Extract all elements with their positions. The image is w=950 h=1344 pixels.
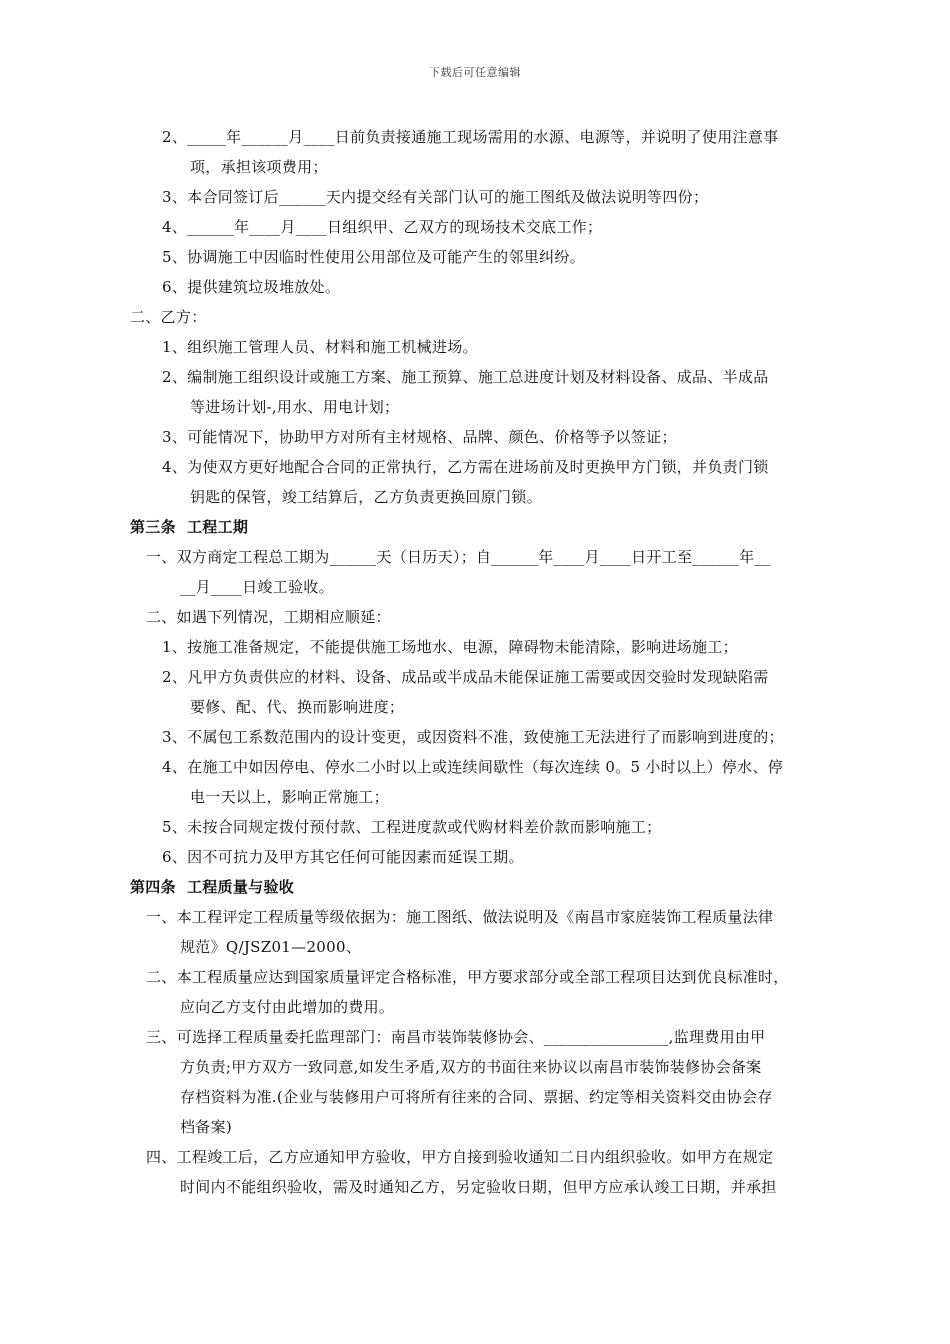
text-line: 方负责;甲方双方一致同意,如发生矛盾,双方的书面往来协议以南昌市装饰装修协会备案 — [180, 1058, 762, 1076]
subsection-label: 二、乙方： — [130, 308, 207, 326]
section-heading: 第四条 工程质量与验收 — [130, 878, 295, 896]
text-line: 6、提供建筑垃圾堆放处。 — [162, 278, 341, 296]
text-line: 4、在施工中如因停电、停水二小时以上或连续间歇性（每次连续 0。5 小时以上）停水、停 — [162, 758, 784, 776]
text-line: 3、可能情况下，协助甲方对所有主材规格、品牌、颜色、价格等予以签证； — [162, 428, 677, 446]
text-line: 时间内不能组织验收，需及时通知乙方，另定验收日期，但甲方应承认竣工日期，并承担 — [180, 1178, 777, 1196]
text-line: __月____日竣工验收。 — [180, 578, 334, 596]
document-body — [0, 122, 950, 1202]
text-line: 5、协调施工中因临时性使用公用部位及可能产生的邻里纠纷。 — [162, 248, 585, 266]
text-line: 等进场计划-,用水、用电计划； — [190, 398, 400, 416]
text-line: 4、______年____月____日组织甲、乙双方的现场技术交底工作； — [162, 218, 603, 236]
text-line: 档备案) — [180, 1118, 233, 1136]
text-line: 6、因不可抗力及甲方其它任何可能因素而延误工期。 — [162, 848, 524, 866]
text-line: 存档资料为准.(企业与装修用户可将所有往来的合同、票据、约定等相关资料交由协会存 — [180, 1088, 773, 1106]
text-line: 1、按施工准备规定，不能提供施工场地水、电源，障碍物未能清除，影响进场施工； — [162, 638, 738, 656]
text-line: 一、双方商定工程总工期为______天（日历天）；自______年____月____日开工至______年__ — [146, 548, 771, 566]
text-line: 1、组织施工管理人员、材料和施工机械进场。 — [162, 338, 478, 356]
text-line: 规范》Q/JSZ01—2000、 — [180, 938, 362, 956]
text-line: 应向乙方支付由此增加的费用。 — [180, 998, 395, 1016]
text-line: 一、本工程评定工程质量等级依据为：施工图纸、做法说明及《南昌市家庭装饰工程质量法律 — [146, 908, 774, 926]
text-line: 二、本工程质量应达到国家质量评定合格标准，甲方要求部分或全部工程项目达到优良标准时， — [146, 968, 789, 986]
text-line: 3、不属包工系数范围内的设计变更，或因资料不准，致使施工无法进行了而影响到进度的； — [162, 728, 784, 746]
text-line: 项，承担该项费用； — [190, 158, 328, 176]
text-line: 电一天以上，影响正常施工； — [190, 788, 389, 806]
text-line: 四、工程竣工后，乙方应通知甲方验收，甲方自接到验收通知二日内组织验收。如甲方在规定 — [146, 1148, 774, 1166]
text-line: 2、凡甲方负责供应的材料、设备、成品或半成品未能保证施工需要或因交验时发现缺陷需 — [162, 668, 769, 686]
text-line: 三、可选择工程质量委托监理部门：南昌市装饰装修协会、________________,监理费用由甲 — [146, 1028, 766, 1046]
page-header: 下载后可任意编辑 — [429, 66, 521, 79]
text-line: 钥匙的保管，竣工结算后，乙方负责更换回原门锁。 — [190, 488, 542, 506]
text-line: 5、未按合同规定拨付预付款、工程进度款或代购材料差价款而影响施工； — [162, 818, 662, 836]
text-line: 要修、配、代、换而影响进度； — [190, 698, 405, 716]
text-line: 3、本合同签订后______天内提交经有关部门认可的施工图纸及做法说明等四份； — [162, 188, 709, 206]
text-line: 2、编制施工组织设计或施工方案、施工预算、施工总进度计划及材料设备、成品、半成品 — [162, 368, 769, 386]
section-heading: 第三条 工程工期 — [130, 518, 249, 536]
text-line: 二、如遇下列情况，工期相应顺延： — [146, 608, 391, 626]
text-line: 4、为使双方更好地配合合同的正常执行，乙方需在进场前及时更换甲方门锁，并负责门锁 — [162, 458, 769, 476]
text-line: 2、_____年______月____日前负责接通施工现场需用的水源、电源等，并说明了使用注意事 — [162, 128, 779, 146]
